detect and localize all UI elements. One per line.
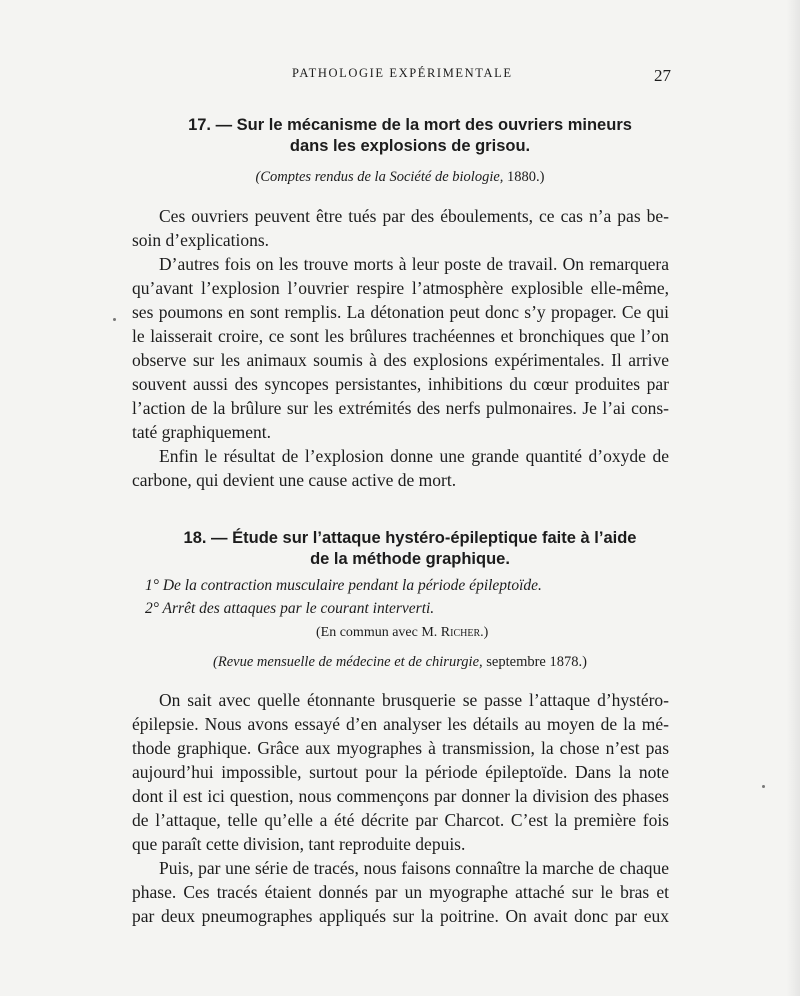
s18-line-1: épilepsie. Nous avons essayé d’en analyser les détails au moyen de la mé-: [132, 714, 669, 734]
s17-line-11: carbone, qui devient une cause active de mort.: [132, 470, 457, 490]
section-18-source: [120, 654, 680, 671]
collab-prefix: (En commun avec M.: [316, 625, 438, 640]
section-17-source: [120, 169, 680, 186]
s18-line-9: par deux pneumographes appliqués sur la poitrine. On avait donc par eux: [132, 906, 669, 926]
s17-line-8: l’action de la brûlure sur les extrémités des nerfs pulmonaires. Je l’ai cons-: [132, 398, 669, 418]
section-17-title-line1: 17. — Sur le mécanisme de la mort des ouvriers mineurs: [188, 116, 632, 134]
section-18-collaborator: [316, 625, 488, 641]
s18-line-3: aujourd’hui impossible, surtout pour la période épileptoïde. Dans la note: [132, 762, 669, 782]
s18-line-4: dont il est ici question, nous commençons par donner la division des phases: [132, 786, 669, 806]
s17-line-4: ses poumons en sont remplis. La détonation peut donc s’y propager. Ce qui: [132, 302, 669, 322]
source-date: septembre 1878.): [486, 654, 587, 670]
section-18-title-line2: de la méthode graphique.: [310, 550, 510, 568]
section-18-title-line1: 18. — Étude sur l’attaque hystéro-épileptique faite à l’aide: [183, 529, 637, 547]
s18-line-5: de l’attaque, telle qu’elle a été décrite par Charcot. C’est la première fois: [132, 810, 669, 830]
s17-line-10: Enfin le résultat de l’explosion donne une grande quantité d’oxyde de: [159, 446, 669, 466]
s17-line-5: le laisserait croire, ce sont les brûlures trachéennes et bronchiques que l’on: [132, 326, 669, 346]
scan-speck: [113, 318, 116, 321]
s17-line-0: Ces ouvriers peuvent être tués par des éboulements, ce cas n’a pas be-: [159, 206, 669, 226]
s17-line-1: soin d’explications.: [132, 230, 270, 250]
s17-line-6: observe sur les animaux soumis à des explosions expérimentales. Il arrive: [132, 350, 669, 370]
source-year: 1880.): [507, 169, 545, 185]
s18-line-0: On sait avec quelle étonnante brusquerie se passe l’attaque d’hystéro-: [159, 690, 669, 710]
s18-line-2: thode graphique. Grâce aux myographes à transmission, la chose n’est pas: [132, 738, 669, 758]
s18-line-8: phase. Ces tracés étaient donnés par un myographe attaché sur le bras et: [132, 882, 669, 902]
page-edge-shadow: [786, 0, 800, 996]
s17-line-3: qu’avant l’explosion l’ouvrier respire l’atmosphère explosible elle-même,: [132, 278, 669, 298]
page-number: 27: [654, 66, 671, 85]
collab-suffix: .): [480, 625, 489, 640]
section-18-subtitle-1: 1° De la contraction musculaire pendant la période épileptoïde.: [145, 577, 542, 594]
running-head: PATHOLOGIE EXPÉRIMENTALE: [292, 66, 513, 80]
s17-line-7: souvent aussi des syncopes persistantes, inhibitions du cœur produites par: [132, 374, 669, 394]
collab-name: Richer: [440, 625, 481, 640]
source-journal: (Comptes rendus de la Société de biologie,: [255, 169, 504, 185]
s17-line-2: D’autres fois on les trouve morts à leur poste de travail. On remarquera: [159, 254, 669, 274]
s17-line-9: taté graphiquement.: [132, 422, 271, 442]
scan-speck: [762, 785, 765, 788]
source-journal: (Revue mensuelle de médecine et de chirurgie,: [213, 654, 483, 670]
section-18-subtitle-2: 2° Arrêt des attaques par le courant interverti.: [145, 600, 435, 617]
s18-line-6: que paraît cette division, tant reproduite depuis.: [132, 834, 466, 854]
section-17-title-line2: dans les explosions de grisou.: [289, 137, 531, 155]
s18-line-7: Puis, par une série de tracés, nous faisons connaître la marche de chaque: [159, 858, 669, 878]
